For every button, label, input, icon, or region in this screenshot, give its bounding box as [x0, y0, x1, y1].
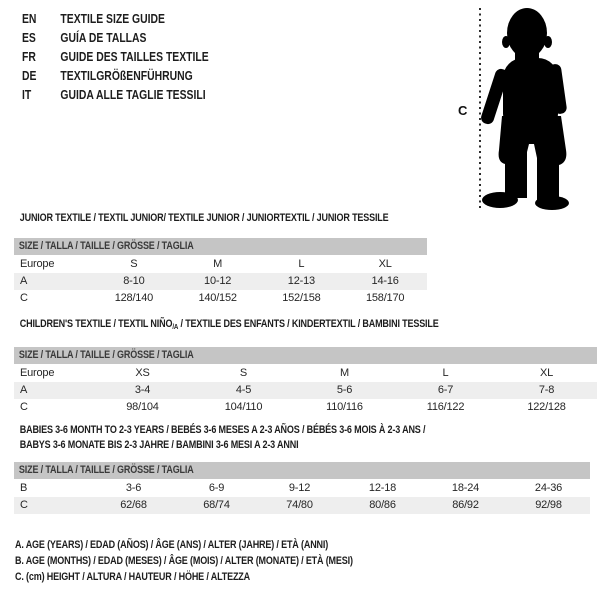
language-code: EN	[22, 11, 37, 26]
table-title	[14, 317, 492, 334]
size-cell: 104/110	[224, 401, 263, 413]
language-row	[22, 28, 209, 47]
table-title-segment: BABYS 3-6 MONATE BIS 2-3 JAHRE / BAMBINI 3-6 MESI A 2-3 ANNI	[19, 439, 299, 451]
size-table	[14, 423, 590, 514]
table-header-band	[14, 238, 427, 255]
size-cell: 62/68	[120, 499, 147, 511]
table-header-label: SIZE / TALLA / TAILLE / GRÖSSE / TAGLIA	[18, 349, 194, 361]
language-row	[22, 85, 209, 104]
table-row	[14, 480, 590, 497]
size-cell: 68/74	[203, 499, 230, 511]
size-cell: 9-12	[288, 482, 311, 494]
legend-line: A. AGE (YEARS) / EDAD (AÑOS) / ÂGE (ANS) / ALTER (JAHRE) / ETÀ (ANNI)	[15, 539, 329, 551]
size-cell: 12-13	[287, 275, 315, 287]
table-row	[14, 497, 590, 514]
size-cell: 116/122	[426, 401, 465, 413]
table-title-segment: / TEXTILE DES ENFANTS / KINDERTEXTIL / BAMBINI TESSILE	[178, 318, 439, 330]
size-cell: 158/170	[365, 292, 405, 304]
size-cell: 3-4	[134, 384, 151, 396]
table-header-label: SIZE / TALLA / TAILLE / GRÖSSE / TAGLIA	[18, 240, 194, 252]
legend-line: C. (cm) HEIGHT / ALTURA / HAUTEUR / HÖHE / ALTEZZA	[15, 571, 251, 583]
row-label: C	[20, 292, 28, 304]
size-cell: 6-7	[437, 384, 454, 396]
baby-silhouette-shape	[480, 8, 569, 210]
size-cell: 110/116	[326, 401, 363, 413]
row-label: C	[20, 499, 28, 511]
size-cell: 86/92	[452, 499, 479, 511]
size-cell: 8-10	[123, 275, 145, 287]
language-code: DE	[22, 68, 37, 83]
language-code: IT	[22, 87, 32, 102]
language-label: GUIDE DES TAILLES TEXTILE	[60, 49, 209, 64]
size-cell: 74/80	[286, 499, 313, 511]
size-table	[14, 211, 427, 307]
table-title-segment: /A	[172, 322, 179, 331]
language-label: GUÍA DE TALLAS	[60, 30, 147, 45]
height-measure-label: C	[458, 103, 468, 118]
language-label: GUIDA ALLE TAGLIE TESSILI	[60, 87, 206, 102]
size-cell: 80/86	[369, 499, 396, 511]
size-cell: 98/104	[126, 401, 159, 413]
size-table	[14, 317, 597, 416]
legend-line: B. AGE (MONTHS) / EDAD (MESES) / ÂGE (MOIS) / ALTER (MONATE) / ETÀ (MESI)	[15, 555, 353, 567]
table-header-band	[14, 462, 590, 479]
table-title	[14, 211, 389, 226]
size-cell: 128/140	[114, 292, 154, 304]
size-cell: 7-8	[538, 384, 555, 396]
table-row	[14, 273, 427, 290]
size-cell: M	[213, 258, 223, 270]
language-row	[22, 47, 209, 66]
baby-silhouette	[455, 0, 600, 215]
size-cell: 122/128	[527, 401, 566, 413]
language-list	[22, 9, 255, 104]
row-label: A	[20, 275, 28, 287]
size-cell: 4-5	[235, 384, 252, 396]
row-label: Europe	[20, 258, 55, 270]
size-cell: 152/158	[282, 292, 321, 304]
row-label: B	[20, 482, 28, 494]
size-cell: M	[340, 367, 349, 379]
table-title	[14, 423, 486, 438]
size-cell: 140/152	[198, 292, 237, 304]
table-title-segment: BABIES 3-6 MONTH TO 2-3 YEARS / BEBÉS 3-6 MESES A 2-3 AÑOS / BÉBÉS 3-6 MOIS À 2-3 ANS /	[19, 424, 426, 436]
size-cell: 14-16	[371, 275, 399, 287]
size-cell: L	[298, 258, 305, 270]
size-cell: 18-24	[451, 482, 480, 494]
row-label: C	[20, 401, 28, 413]
language-code: ES	[22, 30, 36, 45]
size-cell: 92/98	[535, 499, 562, 511]
table-title-segment: CHILDREN'S TEXTILE / TEXTIL NIÑO	[19, 318, 173, 330]
size-cell: XL	[539, 367, 554, 379]
size-cell: S	[239, 367, 248, 379]
size-cell: 6-9	[208, 482, 225, 494]
language-row	[22, 66, 209, 85]
table-row	[14, 256, 427, 273]
size-cell: 12-18	[368, 482, 397, 494]
table-title	[14, 438, 486, 453]
row-label: A	[20, 384, 28, 396]
size-cell: 24-36	[534, 482, 563, 494]
language-row	[22, 9, 209, 28]
baby-figure	[455, 0, 600, 215]
table-title-segment: JUNIOR TEXTILE / TEXTIL JUNIOR/ TEXTILE JUNIOR / JUNIORTEXTIL / JUNIOR TESSILE	[19, 212, 389, 224]
size-cell: 3-6	[125, 482, 142, 494]
size-cell: L	[442, 367, 449, 379]
legend	[15, 537, 427, 585]
row-label: Europe	[20, 367, 55, 379]
table-row	[14, 290, 427, 307]
table-header-band	[14, 347, 597, 364]
language-label: TEXTILGRÖßENFÜHRUNG	[60, 68, 193, 83]
size-cell: XL	[378, 258, 392, 270]
language-label: TEXTILE SIZE GUIDE	[60, 11, 165, 26]
size-cell: 5-6	[336, 384, 353, 396]
table-row	[14, 365, 597, 382]
table-row	[14, 399, 597, 416]
language-code: FR	[22, 49, 36, 64]
size-cell: XS	[135, 367, 150, 379]
table-row	[14, 382, 597, 399]
table-header-label: SIZE / TALLA / TAILLE / GRÖSSE / TAGLIA	[18, 464, 194, 476]
size-cell: S	[130, 258, 138, 270]
size-cell: 10-12	[204, 275, 232, 287]
